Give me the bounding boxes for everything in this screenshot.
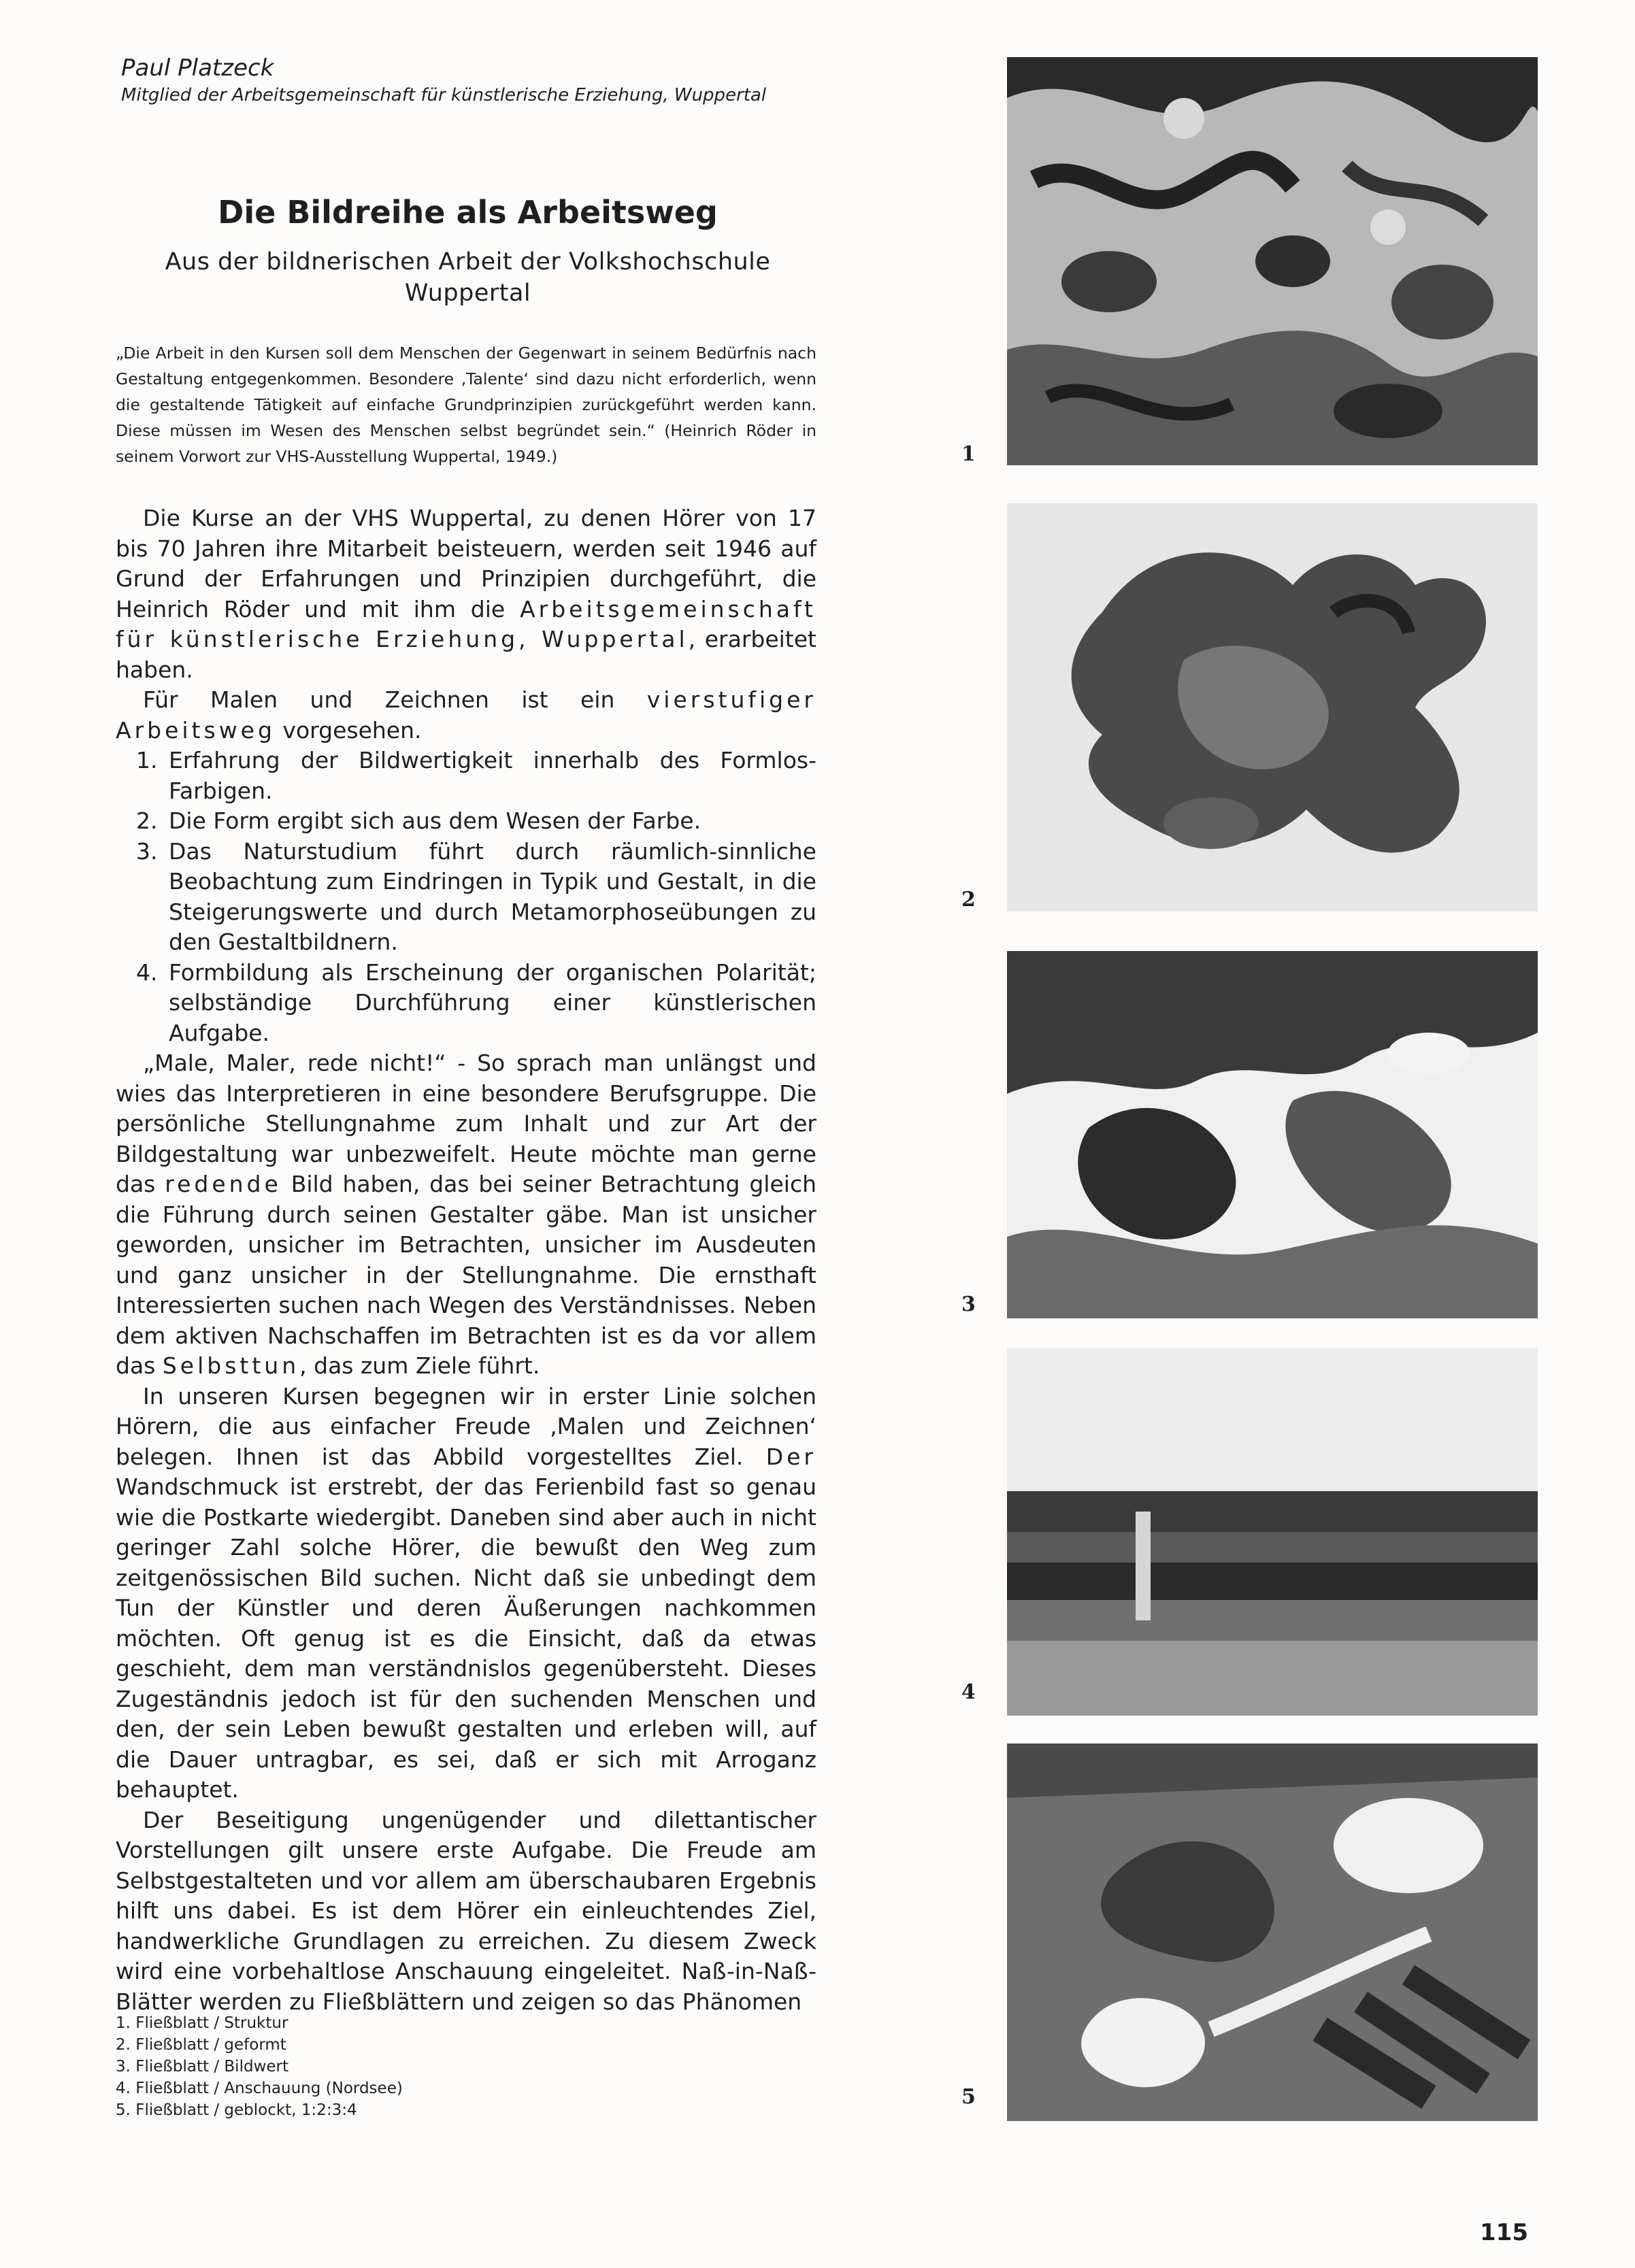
paragraph-3 — [116, 1048, 816, 1382]
caption-item: 2. Fließblatt / geformt — [116, 2034, 728, 2056]
paragraph-1-end: , erarbeitet haben. — [116, 626, 816, 683]
author-block — [121, 53, 870, 107]
spaced-emphasis: redende — [165, 1171, 282, 1197]
paragraph-3-text: „Male, Maler, rede nicht!“ - So sprach man unlängst und wies das Interpretieren in eine besondere Berufsgruppe. Die persönliche Stellungnahme zum Inhalt und zur Art der Bildgestaltung war unbezweifelt. Heute möchte man gerne das — [116, 1050, 816, 1197]
spaced-emphasis: vierstufiger Arbeitsweg — [116, 686, 816, 744]
list-item: 1. Erfahrung der Bildwertigkeit innerhalb des Formlos-Farbigen. — [165, 746, 816, 806]
paragraph-1 — [116, 503, 816, 685]
figure-5-image — [1007, 1744, 1538, 2121]
figure-1-image — [1007, 57, 1538, 465]
paragraph-3-end: , das zum Ziele führt. — [299, 1352, 540, 1379]
paragraph-5: Der Beseitigung ungenügender und dilettantischer Vorstellungen gilt unsere erste Aufgabe. Die Freude am Selbstgestalteten und vor allem am überschaubaren Ergebnis hilft uns dabei. Es ist dem Hörer ein einleuchtendes Ziel, handwerkliche Grundlagen zu erreichen. Zu diesem Zweck wird eine vorbehaltlose Anschauung eingeleitet. Naß-in-Naß-Blätter werden zu Fließblättern und zeigen so das Phänomen — [116, 1806, 816, 2015]
spaced-emphasis: Der — [765, 1443, 816, 1470]
article-subtitle: Aus der bildnerischen Arbeit der Volkshochschule Wuppertal — [165, 248, 771, 307]
paragraph-2 — [116, 685, 816, 746]
paragraph-3-text: Bild haben, das bei seiner Betrachtung gleich die Führung durch seinen Gestalter gäbe. Man ist unsicher geworden, unsicher im Betrachten, unsicher im Ausdeuten und ganz unsicher in der Stellungnahme. Die ernsthaft Interessierten suchen nach Wegen des Verständnisses. Neben dem aktiven Nachschaffen im Betrachten ist es da vor allem das — [116, 1171, 816, 1379]
spaced-emphasis: Selbsttun — [162, 1352, 300, 1379]
list-item: 2. Die Form ergibt sich aus dem Wesen der Farbe. — [165, 806, 816, 837]
caption-item: 1. Fließblatt / Struktur — [116, 2012, 728, 2034]
caption-item: 4. Fließblatt / Anschauung (Nordsee) — [116, 2078, 728, 2099]
list-item: 3. Das Naturstudium führt durch räumlich-sinnliche Beobachtung zum Eindringen in Typik und Gestalt, in die Steigerungswerte und durch Metamorphoseübungen zu den Gestaltbildnern. — [165, 837, 816, 958]
figure-1-number: 1 — [961, 442, 976, 466]
figure-2-image — [1007, 503, 1538, 912]
figure-3-image — [1007, 951, 1538, 1318]
figure-4-image — [1007, 1348, 1538, 1716]
figure-4-number: 4 — [961, 1680, 976, 1704]
spaced-emphasis: Arbeitsgemeinschaft für künstlerische Erziehung, Wuppertal — [116, 595, 816, 652]
paragraph-1-text: Die Kurse an der VHS Wuppertal, zu denen Hörer von 17 bis 70 Jahren ihre Mitarbeit beisteuern, werden seit 1946 auf Grund der Erfahrungen und Prinzipien durchgeführt, die Heinrich Röder und mit ihm die — [116, 505, 816, 622]
caption-item: 5. Fließblatt / geblockt, 1:2:3:4 — [116, 2099, 728, 2121]
figure-3-number: 3 — [961, 1293, 976, 1316]
steps-list — [116, 746, 816, 1048]
page-number: 115 — [1480, 2219, 1528, 2246]
figure-5-number: 5 — [961, 2085, 976, 2109]
author-affiliation: Mitglied der Arbeitsgemeinschaft für künstlerische Erziehung, Wuppertal — [121, 85, 767, 105]
paragraph-4-end: Wandschmuck ist erstrebt, der das Ferienbild fast so genau wie die Postkarte wiedergibt. Daneben sind aber auch in nicht geringer Zahl solche Hörer, die bewußt den Weg zum zeitgenössischen Bild suchen. Nicht daß sie unbedingt dem Tun der Künstler und deren Äußerungen nachkommen möchten. Oft genug ist es die Einsicht, daß da etwas geschieht, dem man verständnislos gegenübersteht. Dieses Zugeständnis jedoch ist für den suchenden Menschen und den, der sein Leben bewußt gestalten und erleben will, auf die Dauer untragbar, es sei, daß er sich mit Arroganz behauptet. — [116, 1473, 816, 1803]
figure-2-number: 2 — [961, 888, 976, 912]
paragraph-4 — [116, 1382, 816, 1805]
epigraph-quote: „Die Arbeit in den Kursen soll dem Menschen der Gegenwart in seinem Bedürfnis nach Gestaltung entgegenkommen. Besondere ‚Talente‘ sind dazu nicht erforderlich, wenn die gestaltende Tätigkeit auf einfache Grundprinzipien zurückgeführt werden kann. Diese müssen im Wesen des Menschen selbst begründet sein.“ (Heinrich Röder in seinem Vorwort zur VHS-Ausstellung Wuppertal, 1949.) — [116, 344, 816, 466]
article-body — [116, 503, 816, 2017]
figure-captions — [116, 2012, 728, 2121]
list-item: 4. Formbildung als Erscheinung der organischen Polarität; selbständige Durchführung einer künstlerischen Aufgabe. — [165, 958, 816, 1049]
paragraph-2-end: vorgesehen. — [275, 716, 422, 744]
article-title: Die Bildreihe als Arbeitsweg — [218, 194, 718, 231]
author-name: Paul Platzeck — [121, 54, 274, 82]
caption-item: 3. Fließblatt / Bildwert — [116, 2056, 728, 2078]
paragraph-4-text: In unseren Kursen begegnen wir in erster Linie solchen Hörern, die aus einfacher Freude ‚Malen und Zeichnen‘ belegen. Ihnen ist das Abbild vorgestelltes Ziel. — [116, 1382, 816, 1470]
paragraph-2-text: Für Malen und Zeichnen ist ein — [143, 686, 647, 713]
